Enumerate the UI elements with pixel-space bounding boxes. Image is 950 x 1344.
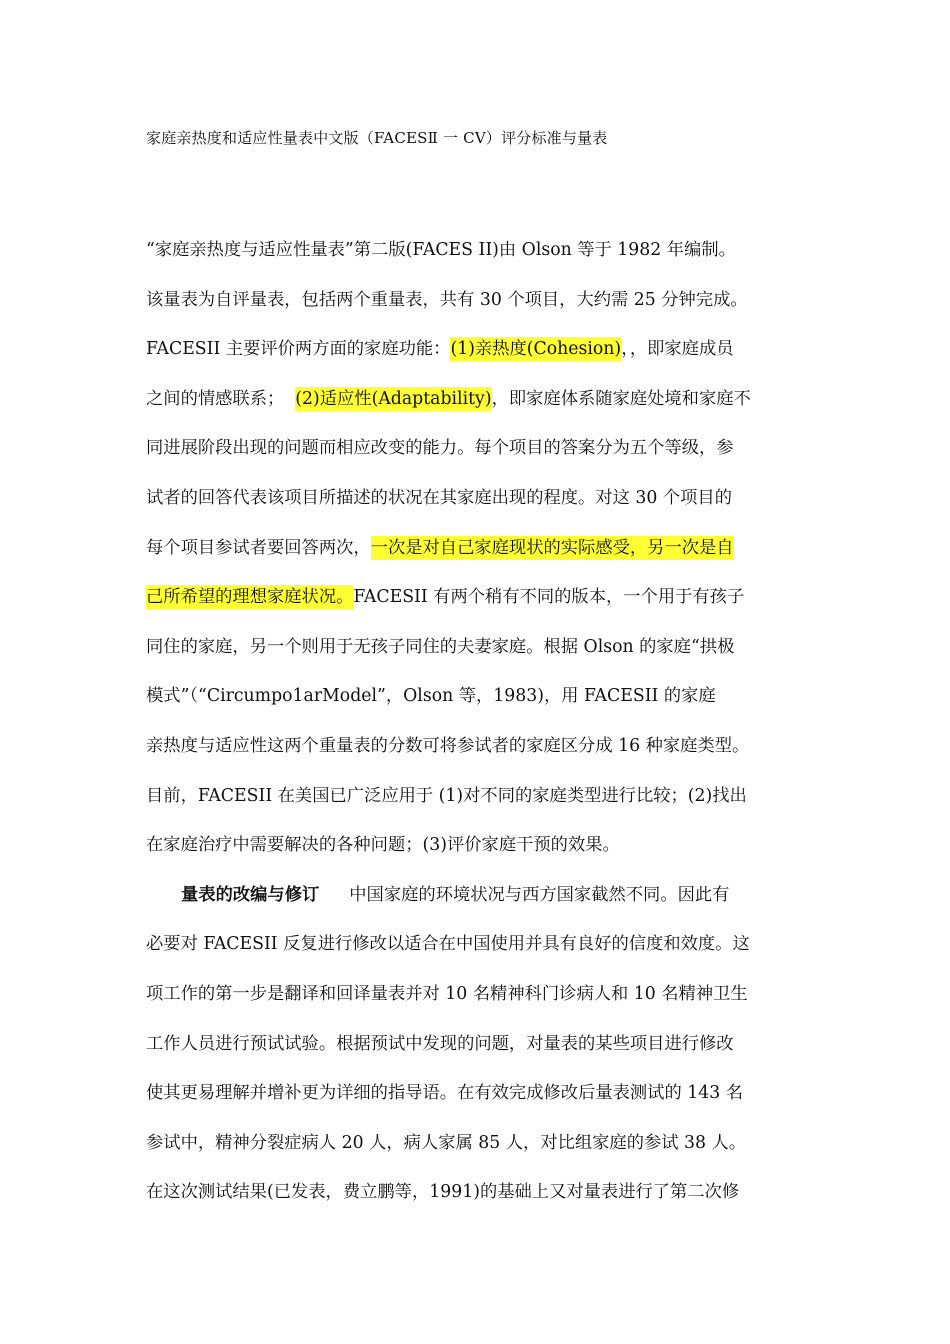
highlight-actual-feeling: 一次是对自己家庭现状的实际感受，另一次是自 — [370, 537, 734, 558]
paragraph-1-line-1 — [146, 226, 808, 276]
paragraph-1-line-4 — [146, 375, 808, 425]
text-span: 每个项目参试者要回答两次， — [146, 537, 371, 558]
text-span: 工作人员进行预试试验。根据预试中发现的问题，对量表的某些项目进行修改 — [146, 1033, 734, 1054]
text-span: 同住的家庭，另一个则用于无孩子同住的夫妻家庭。根据 Olson 的家庭“拱极 — [146, 636, 735, 657]
text-span: 参试中，精神分裂症病人 20 人，病人家属 85 人，对比组家庭的参试 38 人。 — [146, 1132, 747, 1153]
paragraph-2-line-3 — [146, 970, 808, 1020]
text-span: 之间的情感联系； — [146, 388, 296, 409]
paragraph-2-line-1 — [146, 871, 808, 921]
text-span: FACESII 主要评价两方面的家庭功能： — [146, 339, 451, 360]
text-span: 项工作的第一步是翻译和回译量表并对 10 名精神科门诊病人和 10 名精神卫生 — [146, 983, 748, 1004]
page-title: 家庭亲热度和适应性量表中文版（FACESⅡ 一 CV）评分标准与量表 — [146, 129, 608, 147]
paragraph-1-line-7 — [146, 524, 808, 574]
text-span: 中国家庭的环境状况与西方国家截然不同。因此有 — [349, 884, 730, 905]
paragraph-1-line-13 — [146, 821, 808, 871]
paragraph-1-line-9 — [146, 623, 808, 673]
highlight-cohesion: (1)亲热度(Cohesion) — [450, 339, 622, 360]
text-span: 在这次测试结果(已发表，费立鹏等，1991)的基础上又对量表进行了第二次修 — [146, 1182, 740, 1203]
body-text — [146, 226, 808, 1218]
highlight-ideal-family: 己所希望的理想家庭状况。 — [146, 587, 354, 608]
text-span: 模式”（“Circumpo1arModel”，Olson 等，1983)，用 FACESII 的家庭 — [146, 686, 716, 707]
paragraph-1-line-11 — [146, 722, 808, 772]
paragraph-1-line-2 — [146, 276, 808, 326]
text-span: 必要对 FACESII 反复进行修改以适合在中国使用并具有良好的信度和效度。这 — [146, 934, 750, 955]
text-span: 目前，FACESII 在美国已广泛应用于 (1)对不同的家庭类型进行比较；(2)找出 — [146, 785, 747, 806]
text-span: FACESII 有两个稍有不同的版本，一个用于有孩子 — [353, 587, 745, 608]
section-heading: 量表的改编与修订 — [181, 884, 320, 905]
text-span: 亲热度与适应性这两个重量表的分数可将参试者的家庭区分成 16 种家庭类型。 — [146, 735, 750, 756]
text-span: “家庭亲热度与适应性量表”第二版(FACES II)由 Olson 等于 1982 年编制。 — [146, 240, 736, 260]
paragraph-1-line-3 — [146, 325, 808, 375]
text-span: 试者的回答代表该项目所描述的状况在其家庭出现的程度。对这 30 个项目的 — [146, 487, 732, 508]
paragraph-1-line-5 — [146, 424, 808, 474]
text-span: 该量表为自评量表，包括两个重量表，共有 30 个项目，大约需 25 分钟完成。 — [146, 289, 748, 310]
paragraph-2-line-4 — [146, 1020, 808, 1070]
paragraph-2-line-6 — [146, 1119, 808, 1169]
highlight-adaptability: (2)适应性(Adaptability) — [295, 388, 492, 409]
text-span: ，，即家庭成员 — [621, 339, 734, 360]
text-span: 同进展阶段出现的问题而相应改变的能力。每个项目的答案分为五个等级，参 — [146, 438, 734, 459]
paragraph-2-line-5 — [146, 1069, 808, 1119]
paragraph-1-line-10 — [146, 672, 808, 722]
paragraph-2-line-2 — [146, 920, 808, 970]
paragraph-1-line-6 — [146, 474, 808, 524]
text-span: 在家庭治疗中需要解决的各种问题；(3)评价家庭干预的效果。 — [146, 835, 620, 856]
text-span: ，即家庭体系随家庭处境和家庭不 — [491, 388, 751, 409]
paragraph-1-line-12 — [146, 772, 808, 822]
text-span: 使其更易理解并增补更为详细的指导语。在有效完成修改后量表测试的 143 名 — [146, 1083, 743, 1104]
paragraph-1-line-8 — [146, 573, 808, 623]
paragraph-2-line-7 — [146, 1168, 808, 1218]
